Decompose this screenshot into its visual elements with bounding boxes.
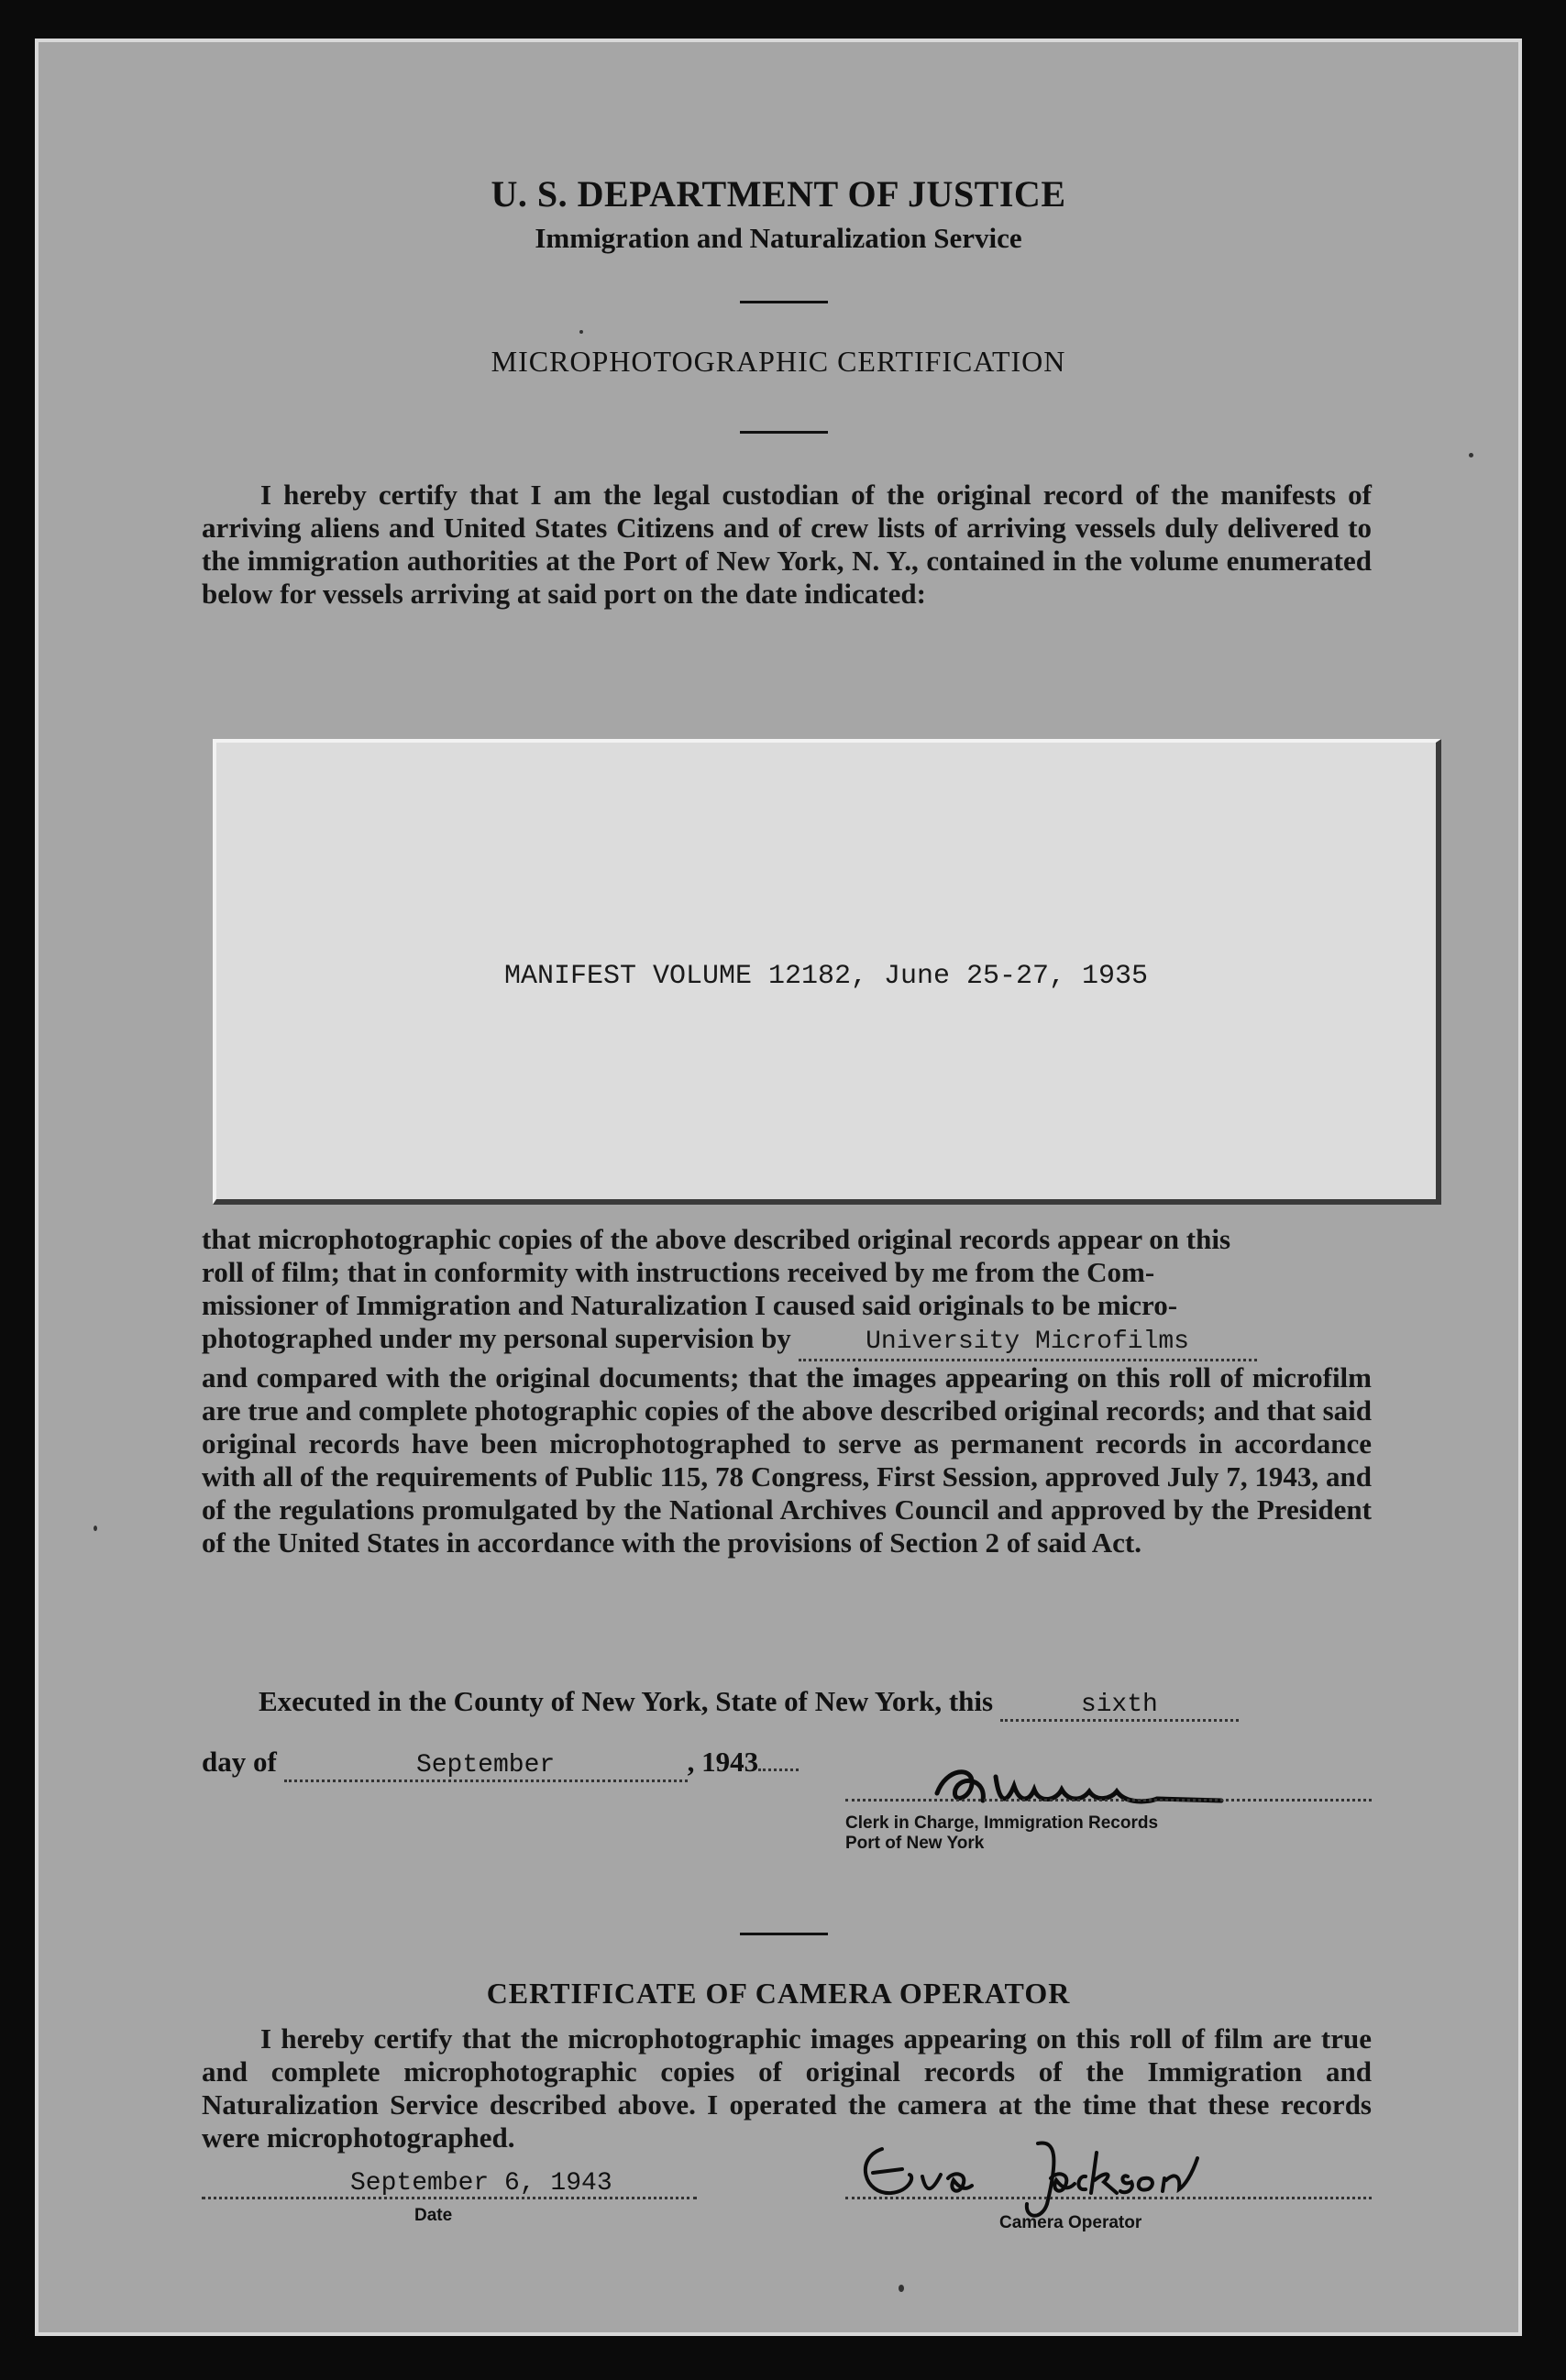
camera-operator-heading: CERTIFICATE OF CAMERA OPERATOR [486, 1977, 1071, 2010]
film-speck [899, 2285, 904, 2292]
camera-operator-signature [845, 2121, 1276, 2222]
divider [740, 301, 828, 303]
day-of-label: day of [202, 1746, 277, 1778]
execution-day-field: sixth [1000, 1691, 1239, 1722]
camera-operator-label: Camera Operator [999, 2213, 1142, 2232]
volume-box [213, 739, 1441, 1205]
year-text: , 1943 [687, 1746, 759, 1778]
execution-prefix: Executed in the County of New York, State of New York, this [259, 1685, 994, 1717]
service-subheading: Immigration and Naturalization Service [535, 222, 1022, 254]
divider [740, 431, 828, 434]
clerk-signature-line [845, 1799, 1372, 1802]
camera-operator-paragraph: I hereby certify that the microphotographic images appearing on this roll of film are true and complete microphotographic copies of original records of the Immigration and Naturalization Service described above. I operated the camera at the time that these records were microphotographed. [202, 2022, 1372, 2154]
camera-operator-line [845, 2197, 1372, 2199]
certification-body [202, 1223, 1372, 1559]
clerk-title [845, 1813, 1158, 1854]
certificate-page [35, 39, 1522, 2336]
filmed-by-field: University Microfilms [799, 1326, 1257, 1361]
date-value: September 6, 1943 [350, 2169, 612, 2198]
body-line-prefix: photographed under my personal supervision by [202, 1322, 791, 1354]
certification-title: MICROPHOTOGRAPHIC CERTIFICATION [491, 345, 1066, 378]
intro-paragraph: I hereby certify that I am the legal custodian of the original record of the manifests of arriving aliens and United States Citizens and of crew lists of arriving vessels duly delivered to the immigration authorities at the Port of New York, N. Y., contained in the volume enumerated below for vessels arriving at said port on the date indicated: [202, 479, 1372, 610]
month-field: September [284, 1751, 688, 1782]
body-rest: and compared with the original documents; that the images appearing on this roll of microfilm are true and complete photographic copies of the above described original records; and that said original records have been microphotographed to serve as permanent records in accordance with all of the requirements of Public 115, 78 Congress, First Session, approved July 7, 1943, and of the regulations promulgated by the National Archives Council and approved by the President of the United States in accordance with the provisions of Section 2 of said Act. [202, 1361, 1372, 1559]
volume-text: MANIFEST VOLUME 12182, June 25-27, 1935 [503, 961, 1149, 992]
divider [740, 1933, 828, 1935]
film-speck [579, 330, 583, 334]
year-leader [758, 1768, 799, 1771]
body-line: missioner of Immigration and Naturalization I caused said originals to be micro- [202, 1289, 1178, 1321]
film-speck [1469, 453, 1473, 457]
execution-line [259, 1685, 1372, 1722]
clerk-title-line: Clerk in Charge, Immigration Records [845, 1813, 1159, 1833]
body-line [202, 1322, 1372, 1361]
day-of-line [202, 1746, 880, 1782]
date-label: Date [414, 2206, 453, 2225]
department-heading: U. S. DEPARTMENT OF JUSTICE [491, 173, 1066, 215]
film-speck [94, 1526, 97, 1531]
body-line: that microphotographic copies of the above described original records appear on this [202, 1223, 1231, 1255]
clerk-title-line: Port of New York [845, 1834, 985, 1853]
body-line: roll of film; that in conformity with instructions received by me from the Com- [202, 1256, 1155, 1288]
